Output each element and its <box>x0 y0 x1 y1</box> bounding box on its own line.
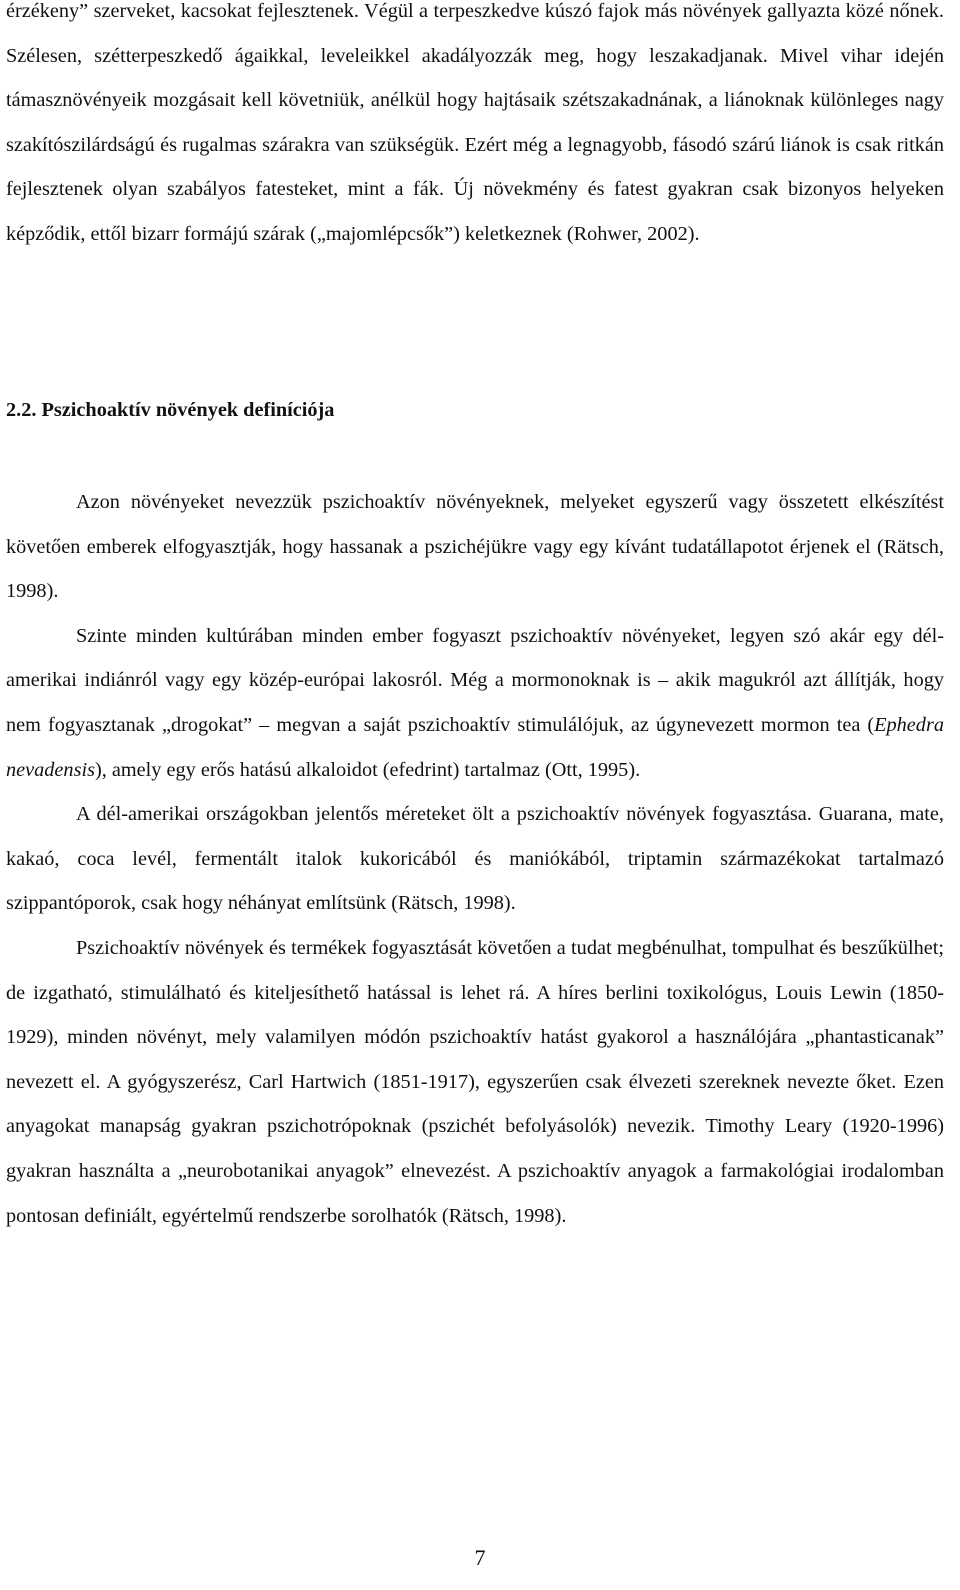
paragraph-effects: Pszichoaktív növények és termékek fogyasztását követően a tudat megbénulhat, tompulhat és beszűkülhet; de izgatható, stimulálható és kiteljesíthető hatással is lehet rá. A híres berlini toxikológus, Louis Lewin (1850-1929), minden növényt, mely valamilyen módón pszichoaktív hatást gyakorol a használójára „phantasticanak” nevezett el. A gyógyszerész, Carl Hartwich (1851-1917), egyszerűen csak élvezeti szereknek nevezte őket. Ezen anyagokat manapság gyakran pszichotrópoknak (pszichét befolyásolók) nevezik. Timothy Leary (1920-1996) gyakran használta a „neurobotanikai anyagok” elnevezést. A pszichoaktív anyagok a farmakológiai irodalomban pontosan definiált, egyértelmű rendszerbe sorolhatók (Rätsch, 1998). <box>6 936 944 1227</box>
intro-paragraph: érzékeny” szerveket, kacsokat fejlesztenek. Végül a terpeszkedve kúszó fajok más növények gallyazta közé nőnek. Szélesen, szétterpeszkedő ágaikkal, leveleikkel akadályozzák meg, hogy leszakadjanak. Mivel vihar idején támasznövényeik mozgásait kell követniük, anélkül hogy hajtásaik szétszakadnának, a liánoknak különleges nagy szakítószilárdságú és rugalmas szárakra van szükségük. Ezért még a legnagyobb, fásodó szárú liánok is csak ritkán fejlesztenek olyan szabályos fatesteket, mint a fák. Új növekmény és fatest gyakran csak bizonyos helyeken képződik, ettől bizarr formájú szárak („majomlépcsők”) keletkeznek (Rohwer, 2002). <box>6 0 944 245</box>
page-number: 7 <box>474 1545 486 1570</box>
paragraph-cultures <box>6 614 944 792</box>
section-heading: 2.2. Pszichoaktív növények definíciója <box>6 399 335 421</box>
paragraph-definition: Azon növényeket nevezzük pszichoaktív növényeknek, melyeket egyszerű vagy összetett elkészítést követően emberek elfogyasztják, hogy hassanak a pszichéjükre vagy egy kívánt tudatállapotot érjenek el (Rätsch, 1998). <box>6 491 944 603</box>
paragraph-cultures-text-a: Szinte minden kultúrában minden ember fogyaszt pszichoaktív növényeket, legyen szó akár egy dél-amerikai indiánról vagy egy közép-európai lakosról. Még a mormonoknak is – akik magukról azt állítják, hogy nem fogyasztanak „drogokat” – megvan a saját pszichoaktív stimulálójuk, az úgynevezett mormon tea ( <box>6 624 944 736</box>
paragraph-south-america: A dél-amerikai országokban jelentős méreteket ölt a pszichoaktív növények fogyasztása. Guarana, mate, kakaó, coca levél, fermentált italok kukoricából és maniókából, triptamin származékokat tartalmazó szippantóporok, csak hogy néhányat említsünk (Rätsch, 1998). <box>6 803 944 915</box>
section-body <box>6 480 944 1238</box>
species-name: Ephedra nevadensis <box>6 713 944 781</box>
paragraph-cultures-text-b: ), amely egy erős hatású alkaloidot (efedrint) tartalmaz (Ott, 1995). <box>95 758 641 781</box>
